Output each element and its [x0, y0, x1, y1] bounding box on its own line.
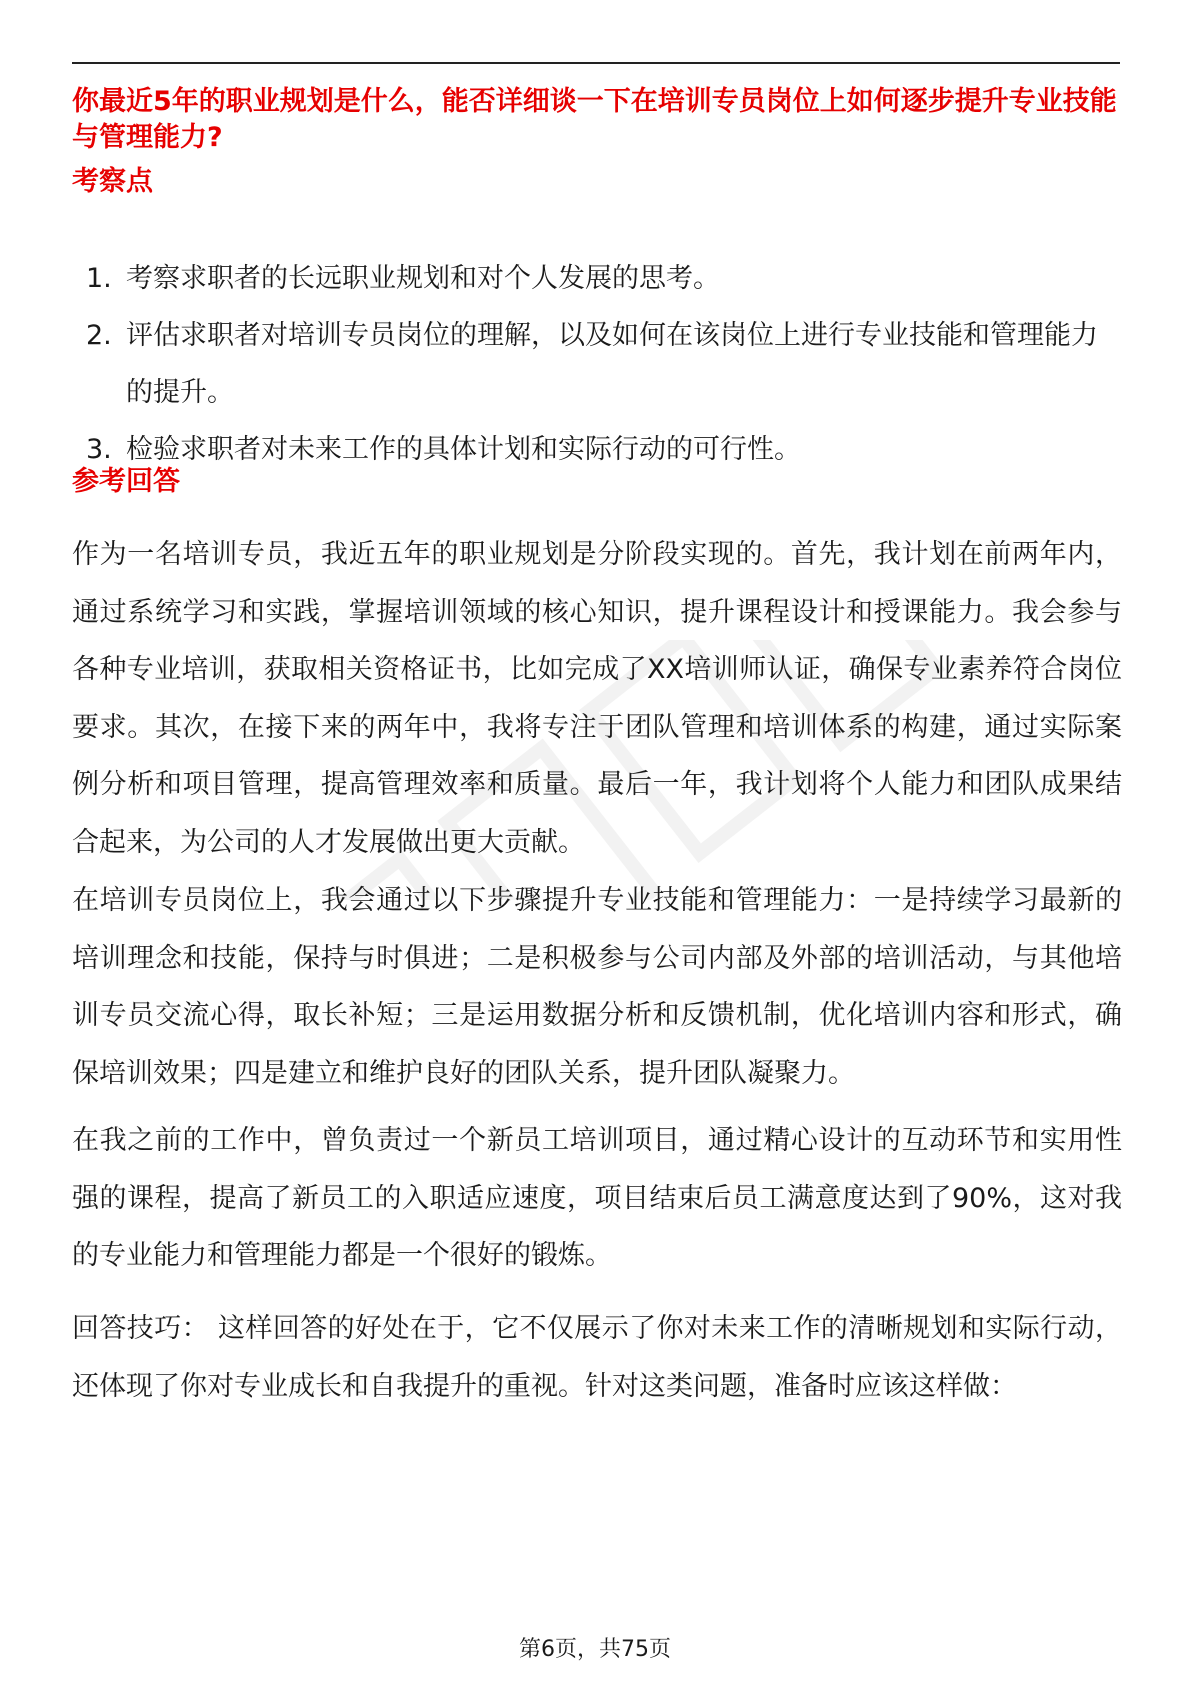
list-item: [72, 421, 1120, 478]
list-item-number: 1.: [86, 263, 112, 294]
list-item-number: 3.: [86, 434, 112, 465]
question-title: 你最近5年的职业规划是什么，能否详细谈一下在培训专员岗位上如何逐步提升专业技能与管理能力?: [72, 86, 1117, 153]
top-divider: [72, 62, 1120, 64]
page-footer: 第6页，共75页: [519, 1637, 671, 1662]
answer-paragraph-2: 在培训专员岗位上，我会通过以下步骤提升专业技能和管理能力：一是持续学习最新的培训理念和技能，保持与时俱进；二是积极参与公司内部及外部的培训活动，与其他培训专员交流心得，取长补短；三是运用数据分析和反馈机制，优化培训内容和形式，确保培训效果；四是建立和维护良好的团队关系，提升团队凝聚力。: [72, 885, 1122, 1089]
list-item-text: 考察求职者的长远职业规划和对个人发展的思考。: [126, 263, 720, 294]
list-item-text: 检验求职者对未来工作的具体计划和实际行动的可行性。: [126, 434, 801, 465]
answer-paragraph-3: 在我之前的工作中，曾负责过一个新员工培训项目，通过精心设计的互动环节和实用性强的课程，提高了新员工的入职适应速度，项目结束后员工满意度达到了90%，这对我的专业能力和管理能力都是一个很好的锻炼。: [72, 1125, 1122, 1271]
list-item: [72, 250, 1120, 307]
points-list: [72, 250, 1120, 478]
list-item-number: 2.: [86, 320, 112, 351]
section-heading-answer: 参考回答: [72, 466, 180, 497]
section-heading-points: 考察点: [72, 166, 153, 197]
list-item-text: 评估求职者对培训专员岗位的理解，以及如何在该岗位上进行专业技能和管理能力的提升。: [126, 320, 1098, 408]
answer-paragraph-1: 作为一名培训专员，我近五年的职业规划是分阶段实现的。首先，我计划在前两年内，通过系统学习和实践，掌握培训领域的核心知识，提升课程设计和授课能力。我会参与各种专业培训，获取相关资格证书，比如完成了XX培训师认证，确保专业素养符合岗位要求。其次，在接下来的两年中，我将专注于团队管理和培训体系的构建，通过实际案例分析和项目管理，提高管理效率和质量。最后一年，我计划将个人能力和团队成果结合起来，为公司的人才发展做出更大贡献。: [72, 539, 1122, 858]
list-item: [72, 307, 1120, 421]
answer-tips: 回答技巧： 这样回答的好处在于，它不仅展示了你对未来工作的清晰规划和实际行动，还体现了你对专业成长和自我提升的重视。针对这类问题，准备时应该这样做：: [72, 1313, 1122, 1402]
